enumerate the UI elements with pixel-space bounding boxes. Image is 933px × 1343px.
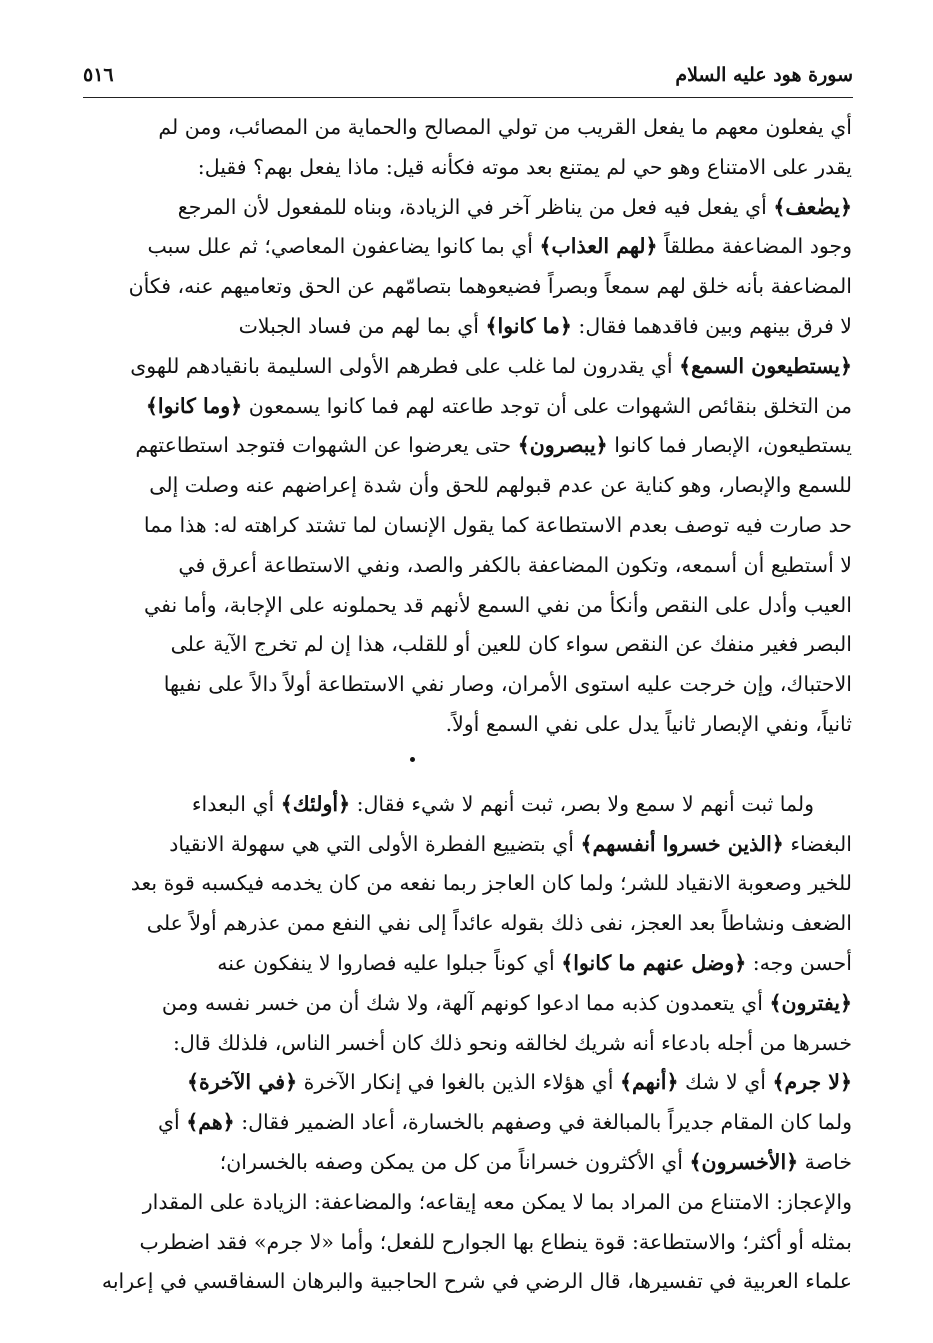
quran-quote: ﴿لهم العذاب﴾ bbox=[539, 234, 658, 259]
text-run: أي بتضييع الفطرة الأولى التي هي سهولة الانقياد bbox=[169, 831, 581, 856]
page-body bbox=[80, 108, 852, 1302]
quran-quote: ﴿يبصرون﴾ bbox=[517, 433, 608, 458]
quran-quote: ﴿لا جرم﴾ bbox=[772, 1070, 852, 1095]
text-line bbox=[80, 387, 852, 427]
page-header bbox=[83, 62, 853, 96]
text-line bbox=[80, 1223, 852, 1263]
text-run: البصر فغير منفك عن النقص سواء كان للعين أو للقلب، هذا إن لم تخرج الآية على bbox=[170, 632, 852, 657]
quran-quote: ﴿هم﴾ bbox=[186, 1110, 235, 1135]
text-run: خسرها من أجله بادعاء أنه شريك لخالقه ونحو ذلك كان أخسر الناس، فلذلك قال: bbox=[172, 1030, 852, 1055]
text-line bbox=[80, 705, 852, 745]
text-line bbox=[80, 904, 852, 944]
quran-quote: ﴿أولئك﴾ bbox=[280, 791, 351, 816]
text-run: للخير وصعوبة الانقياد للشر؛ ولما كان العاجز ربما نفعه من كان يخدمه فيكسبه قوة بعد bbox=[130, 871, 852, 896]
text-run: أي يقدرون لما غلب على فطرهم الأولى السليمة بانقيادهم للهوى bbox=[130, 353, 680, 378]
text-run: المضاعفة بأنه خلق لهم سمعاً وبصراً فضيعوهما بتصامّهم عن الحق وتعاميهم عنه، فكأن bbox=[128, 274, 852, 299]
quran-quote: ﴿الأخسرون﴾ bbox=[689, 1149, 799, 1174]
text-run: والإعجاز: الامتناع من المراد بما لا يمكن معه إيقاعه؛ والمضاعفة: الزيادة على المقدار bbox=[142, 1189, 852, 1214]
quran-quote: ﴿وضل عنهم ما كانوا﴾ bbox=[561, 950, 747, 975]
text-run: أحسن وجه: bbox=[746, 950, 852, 975]
header-divider bbox=[83, 97, 853, 98]
text-run: ولما ثبت أنهم لا سمع ولا بصر، ثبت أنهم لا شيء فقال: bbox=[350, 791, 814, 816]
text-run: وجود المضاعفة مطلقاً bbox=[657, 234, 852, 259]
paragraph-1 bbox=[80, 108, 852, 745]
text-run: ثانياً، ونفي الإبصار ثانياً يدل على نفي السمع أولاً. bbox=[445, 711, 852, 736]
surah-title: سورة هود عليه السلام bbox=[675, 64, 853, 86]
text-run: يقدر على الامتناع وهو حي لم يمتنع بعد موته فكأنه قيل: ماذا يفعل بهم؟ فقيل: bbox=[197, 154, 852, 179]
text-line bbox=[80, 586, 852, 626]
page-number: ٥١٦ bbox=[83, 64, 114, 86]
text-run: أي يتعمدون كذبه مما ادعوا كونهم آلهة، ولا شك أن من خسر نفسه ومن bbox=[161, 990, 770, 1015]
paragraph-2 bbox=[80, 785, 852, 1302]
quran-quote: ﴿أنهم﴾ bbox=[619, 1070, 679, 1095]
text-run: الضعف ونشاطاً بعد العجز، نفى ذلك بقوله عائداً إلى نفي النفع ممن عذرهم أولاً على bbox=[146, 911, 852, 936]
text-line bbox=[80, 944, 852, 984]
text-run: أي الأكثرون خسراناً من كل من يمكن وصفه بالخسران؛ bbox=[219, 1149, 690, 1174]
text-run: للسمع والإبصار، وهو كناية عن عدم قبولهم للحق وأن شدة إعراضهم عنه وصلت إلى bbox=[149, 473, 852, 498]
text-line bbox=[80, 1143, 852, 1183]
text-run: أي لا شك bbox=[678, 1070, 773, 1095]
text-line bbox=[80, 825, 852, 865]
text-line bbox=[80, 665, 852, 705]
text-line bbox=[80, 1063, 852, 1103]
text-run: حتى يعرضوا عن الشهوات فتوجد استطاعتهم bbox=[135, 433, 518, 458]
text-line bbox=[80, 864, 852, 904]
text-line bbox=[80, 347, 852, 387]
text-line bbox=[80, 1024, 852, 1064]
quran-quote: ﴿يستطيعون السمع﴾ bbox=[679, 353, 852, 378]
text-run: ولما كان المقام جديراً بالمبالغة في وصفهم بالخسارة، أعاد الضمير فقال: bbox=[234, 1110, 852, 1135]
text-run: خاصة bbox=[798, 1149, 852, 1174]
text-line bbox=[80, 506, 852, 546]
text-run: أي يفعلون معهم ما يفعل القريب من تولي المصالح والحماية من المصائب، ومن لم bbox=[158, 115, 852, 139]
text-run: بمثله أو أكثر؛ والاستطاعة: قوة ينطاع بها الجوارح للفعل؛ وأما «لا جرم» فقد اضطرب bbox=[139, 1229, 852, 1254]
text-run: علماء العربية في تفسيرها، قال الرضي في شرح الحاجبية والبرهان السفاقسي في إعرابه bbox=[101, 1269, 852, 1294]
text-line bbox=[80, 426, 852, 466]
text-run: أي كوناً جبلوا عليه فصاروا لا ينفكون عنه bbox=[217, 950, 562, 975]
text-run: الاحتباك، وإن خرجت عليه استوى الأمران، وصار نفي الاستطاعة أولاً دالاً على نفيها bbox=[163, 672, 852, 697]
quran-quote: ﴿يفترون﴾ bbox=[769, 990, 852, 1015]
text-run: أي بما لهم من فساد الجبلات bbox=[238, 313, 486, 338]
text-run: حد صارت فيه توصف بعدم الاستطاعة كما يقول الإنسان لما تشتد كراهته له: هذا مما bbox=[143, 512, 852, 537]
text-run: العيب وأدل على النقص وأنكأ من نفي السمع لأنهم قد يحملونه على الإجابة، وأما نفي bbox=[144, 592, 852, 617]
text-run: يستطيعون، الإبصار فما كانوا bbox=[607, 433, 852, 458]
text-line bbox=[80, 984, 852, 1024]
quran-quote: ﴿في الآخرة﴾ bbox=[186, 1070, 298, 1095]
text-line bbox=[80, 785, 852, 825]
text-line bbox=[80, 466, 852, 506]
quran-quote: ﴿الذين خسروا أنفسهم﴾ bbox=[580, 831, 784, 856]
text-line bbox=[80, 108, 852, 148]
text-line bbox=[80, 1183, 852, 1223]
text-line bbox=[80, 267, 852, 307]
text-line bbox=[80, 546, 852, 586]
text-run: أي bbox=[157, 1110, 187, 1135]
quran-quote: ﴿وما كانوا﴾ bbox=[145, 393, 243, 418]
text-run: أي هؤلاء الذين بالغوا في إنكار الآخرة bbox=[297, 1070, 620, 1095]
separator-dot bbox=[410, 757, 415, 762]
text-run: أي البعداء bbox=[191, 791, 281, 816]
text-run: أي يفعل فيه فعل من يناظر آخر في الزيادة، وبناه للمفعول لأن المرجع bbox=[177, 194, 774, 219]
text-run: من التخلق بنقائص الشهوات على أن توجد طاعته لهم فما كانوا يسمعون bbox=[242, 393, 852, 418]
quran-quote: ﴿ما كانوا﴾ bbox=[485, 313, 572, 338]
text-run: لا فرق بينهم وبين فاقدهما فقال: bbox=[571, 313, 852, 338]
text-line bbox=[80, 148, 852, 188]
text-line bbox=[80, 307, 852, 347]
text-run: أي بما كانوا يضاعفون المعاصي؛ ثم علل سبب bbox=[147, 234, 540, 259]
text-line bbox=[80, 1262, 852, 1302]
text-run: البغضاء bbox=[783, 831, 852, 856]
quran-quote: ﴿يضٰعف﴾ bbox=[773, 194, 852, 219]
text-run: لا أستطيع أن أسمعه، وتكون المضاعفة بالكفر والصد، ونفي الاستطاعة أعرق في bbox=[178, 552, 852, 577]
text-line bbox=[80, 625, 852, 665]
paragraph-separator bbox=[80, 745, 852, 785]
text-line bbox=[80, 1103, 852, 1143]
text-line bbox=[80, 227, 852, 267]
text-line bbox=[80, 188, 852, 228]
